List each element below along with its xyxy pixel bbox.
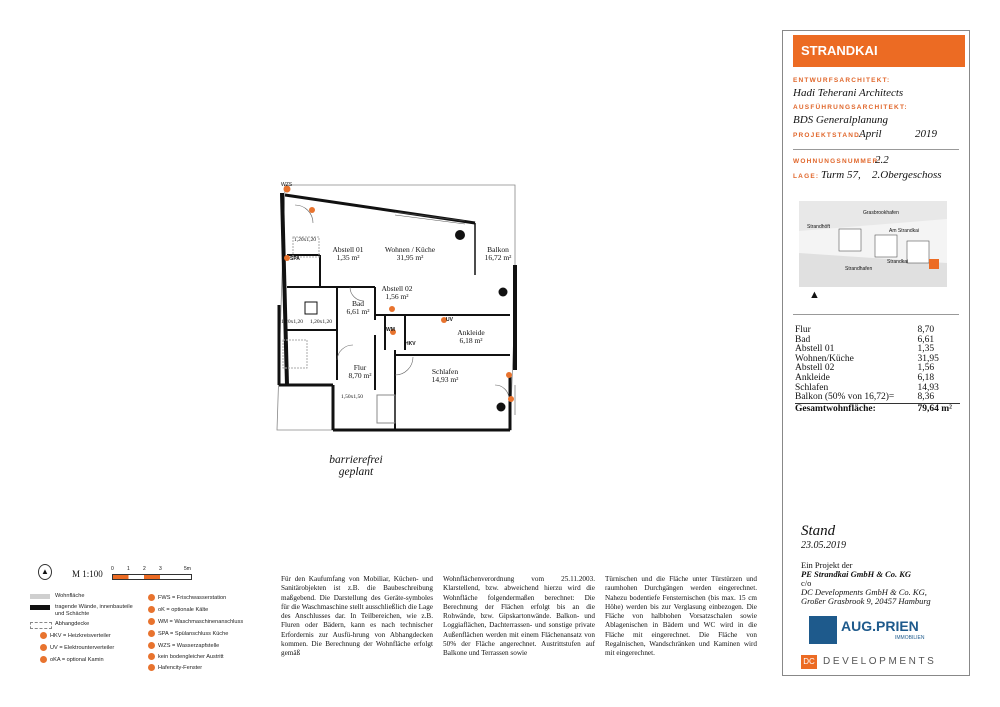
room-schlafen <box>420 368 470 384</box>
notes-column-1: Für den Kaufumfang von Mobiliar, Küchen- und Sanitärobjekten ist z.B. die Baubeschreibung maßgebend. Die Darstellung des Geräte-symboles für die Waschmaschine stellt ausschließlich die Lage des Anschlusses dar. In Teilbereichen, wie z.B. Fluren oder Bädern, kann es nach technischer Erfordernis zur Ausfü-hrung von Abhangdecken kommen. Die Berechnung der Wohnfläche erfolgt gemäß <box>281 575 433 658</box>
legend-swatch <box>30 594 50 599</box>
area-name: Flur <box>795 325 811 335</box>
area-value: 14,93 <box>917 382 939 393</box>
address: Großer Grasbrook 9, 20457 Hamburg <box>801 596 931 606</box>
north-arrow-icon: ▲ <box>809 289 820 301</box>
exclamation-icon <box>148 653 155 660</box>
legend-text: UV = Elektrounterverteiler <box>50 644 115 651</box>
project-status-label: PROJEKTSTAND: <box>793 132 864 139</box>
room-area: 6,18 m² <box>459 336 483 345</box>
area-name: Schlafen <box>795 382 829 393</box>
location-floor: 2.Obergeschoss <box>872 169 942 181</box>
total-value: 79,64 m² <box>917 403 960 414</box>
column <box>455 230 465 240</box>
area-row <box>795 326 960 336</box>
area-value: 31,95 <box>917 353 939 364</box>
project-status-month: April <box>859 128 882 140</box>
area-name: Abstell 01 <box>795 344 835 355</box>
info-panel <box>782 30 970 676</box>
area-name: Ankleide <box>795 372 830 383</box>
north-arrow-icon: ▲ <box>38 564 52 580</box>
room-area: 31,95 m² <box>396 253 424 262</box>
column <box>499 288 508 297</box>
room-ankleide <box>448 329 494 345</box>
scale-tick: 0 <box>111 566 114 572</box>
room-area: 16,72 m² <box>484 253 512 262</box>
scale-tick: 2 <box>143 566 146 572</box>
map-label: Grasbrookhafen <box>863 210 899 216</box>
room-area: 14,93 m² <box>431 375 459 384</box>
divider <box>793 149 959 150</box>
legend-swatch <box>30 622 52 629</box>
legend-text: oKA = optional Kamin <box>50 656 104 663</box>
project-company: PE Strandkai GmbH & Co. KG <box>801 569 912 579</box>
scale-label: M 1:100 <box>72 569 103 579</box>
wardrobe-box <box>377 395 395 423</box>
area-value: 8,36 <box>917 392 935 403</box>
legend-text: SPA = Spülanschluss Küche <box>158 630 229 637</box>
dim-label: 1,20x1,20 <box>294 237 316 243</box>
room-name: Wohnen / Küche <box>384 245 436 254</box>
legend-item: Wohnfläche <box>55 593 85 599</box>
map-label: Strandhöft <box>807 224 831 230</box>
legend-text: Hafencity-Fenster <box>158 664 203 671</box>
area-value: 6,61 <box>917 334 935 345</box>
divider <box>793 314 959 315</box>
wc-shaft <box>305 302 317 314</box>
legend-item <box>148 630 228 637</box>
scale-bar <box>112 574 192 580</box>
legend-text: kein bodengleicher Austritt <box>158 653 224 660</box>
barrier-free-line2: geplant <box>338 466 374 478</box>
notes-column-2: Wohnflächenverordnung vom 25.11.2003. Klarstellend, bzw. abweichend hierzu wird die Wohnfläche folgendermaßen berechnet: Die Berechnung der Flächen erfolgt bis an die Rohwände, bzw. Gipskartonwände. Balkon- und Loggiaflächen, Dachterrassen- und sonstige private Außenflächen werden mit einem Flächenansatz von 50% der Fläche angerechnet. Austrittstufen auf Balkone und Terrassen sowie <box>443 575 595 658</box>
column <box>497 403 506 412</box>
floor-plan <box>265 175 535 440</box>
area-name: Wohnen/Küche <box>795 353 854 364</box>
location-tower: Turm 57, <box>821 169 861 181</box>
legend-item: Abhangdecke <box>55 621 90 627</box>
barrier-free-line1: barrierefrei <box>329 454 383 466</box>
legend-item <box>148 618 243 625</box>
execution-architect: BDS Generalplanung <box>793 114 889 126</box>
total-label: Gesamtwohnfläche: <box>795 403 917 414</box>
dc-logo: DC <box>801 655 817 669</box>
legend-text: WZS = Wasserzapfstelle <box>158 642 220 649</box>
unit-number: 2.2 <box>875 154 889 166</box>
area-value: 6,18 <box>917 372 935 383</box>
design-architect: Hadi Teherani Architects <box>793 87 904 99</box>
room-flur <box>342 364 378 380</box>
legend-swatch <box>30 605 50 610</box>
dim-label: 1,20x1,20 <box>310 319 332 325</box>
scale-tick: 5m <box>184 566 191 572</box>
unit-number-label: WOHNUNGSNUMMER: <box>793 158 882 165</box>
hkv-icon <box>40 632 47 639</box>
dim-label: 1,50x1,50 <box>341 394 363 400</box>
room-area: 1,35 m² <box>336 253 360 262</box>
area-total-row <box>795 403 960 414</box>
room-name: Flur <box>353 363 367 372</box>
room-name: Balkon <box>487 245 509 254</box>
kamin-icon <box>40 656 47 663</box>
legend-item <box>40 656 104 663</box>
brand-header: STRANDKAI <box>793 35 965 67</box>
area-name: Bad <box>795 334 811 345</box>
area-name: Balkon (50% von 16,72)= <box>795 392 895 403</box>
room-name: Bad <box>351 299 365 308</box>
room-wohnen <box>380 246 440 262</box>
wzs-icon <box>148 642 155 649</box>
location-label: LAGE: <box>793 173 820 180</box>
legend-item <box>148 594 226 601</box>
map-label: Strandhafen <box>845 266 873 272</box>
room-abstell02 <box>372 285 422 301</box>
room-balkon <box>476 246 520 262</box>
co-label: c/o <box>801 578 812 588</box>
area-table <box>795 326 960 414</box>
execution-architect-label: AUSFÜHRUNGSARCHITEKT: <box>793 104 908 111</box>
legend-item <box>40 644 114 651</box>
scale-tick: 1 <box>127 566 130 572</box>
aug-prien-sub: IMMOBILIEN <box>895 635 925 641</box>
legend-item: tragende Wände, innenbauteile und Schächte <box>55 604 133 617</box>
area-value: 1,56 <box>917 363 935 374</box>
barrier-free-label <box>318 454 394 478</box>
tag-hkv: HKV <box>405 341 416 347</box>
stand-date: 23.05.2019 <box>801 540 846 551</box>
legend-item <box>148 606 208 613</box>
legend-item <box>148 642 219 649</box>
design-architect-label: ENTWURFSARCHITEKT: <box>793 77 891 84</box>
tag-uv: UV <box>446 317 453 323</box>
spa-icon <box>148 630 155 637</box>
project-status-year: 2019 <box>915 128 937 140</box>
room-abstell01 <box>325 246 371 262</box>
legend-text: FWS = Frischwasserstation <box>158 594 227 601</box>
legend-item <box>40 632 111 639</box>
exterior-walls <box>279 193 515 430</box>
window-icon <box>148 664 155 671</box>
dim-label: 1,20x1,20 <box>281 319 303 325</box>
area-value: 1,35 <box>917 344 935 355</box>
tag-wm: WM <box>386 327 395 333</box>
area-value: 8,70 <box>917 325 935 335</box>
door-arcs <box>295 205 509 399</box>
area-row <box>795 393 960 403</box>
map-label: Am Strandkai <box>889 228 920 234</box>
uv-icon <box>40 644 47 651</box>
area-name: Abstell 02 <box>795 363 835 374</box>
dc-developments: DEVELOPMENTS <box>823 656 937 667</box>
fws-icon <box>148 594 155 601</box>
ok-icon <box>148 606 155 613</box>
project-intro: Ein Projekt der <box>801 560 853 570</box>
legend-text: oK = optionale Kälte <box>158 606 209 613</box>
stand-label: Stand <box>801 523 836 539</box>
room-name: Schlafen <box>431 367 459 376</box>
co-company: DC Developments GmbH & Co. KG, <box>801 587 927 597</box>
wm-icon <box>148 618 155 625</box>
notes-column-3: Türnischen und die Fläche unter Türstürzen und raumhohen Durchgängen werden eingerechnet. Nahezu bodentiefe Fensternischen (bis max. 15 cm Höhe) werden bis zur Verglasung einbezogen. Die Fläche von halbhohen Vorsatzschalen sowie Ablagenischen in Bädern und WC wird in die Fläche mit eingerechnet. Die Fläche von Regalnischen, Wandschränken und Kaminen wird mit eingerechnet. <box>605 575 757 658</box>
legend-item <box>148 664 202 671</box>
aug-prien-logo <box>809 616 837 644</box>
room-area: 1,56 m² <box>385 292 409 301</box>
plan-label-wzs: WZS <box>281 182 293 188</box>
room-area: 6,61 m² <box>346 307 370 316</box>
legend-item <box>148 653 224 660</box>
room-name: Abstell 01 <box>332 245 364 254</box>
map-label: Strandkai <box>887 259 909 265</box>
window-marks <box>395 212 515 415</box>
room-area: 8,70 m² <box>348 371 372 380</box>
scale-tick: 3 <box>159 566 162 572</box>
room-bad <box>340 300 376 316</box>
room-name: Ankleide <box>457 328 485 337</box>
legend-text: HKV = Heizkreisverteiler <box>50 632 111 639</box>
tag-spa: SPA <box>290 256 300 262</box>
legend-text: WM = Waschmaschinenanschluss <box>158 618 244 625</box>
room-name: Abstell 02 <box>381 284 413 293</box>
aug-prien-name: AUG.PRIEN <box>841 618 919 634</box>
